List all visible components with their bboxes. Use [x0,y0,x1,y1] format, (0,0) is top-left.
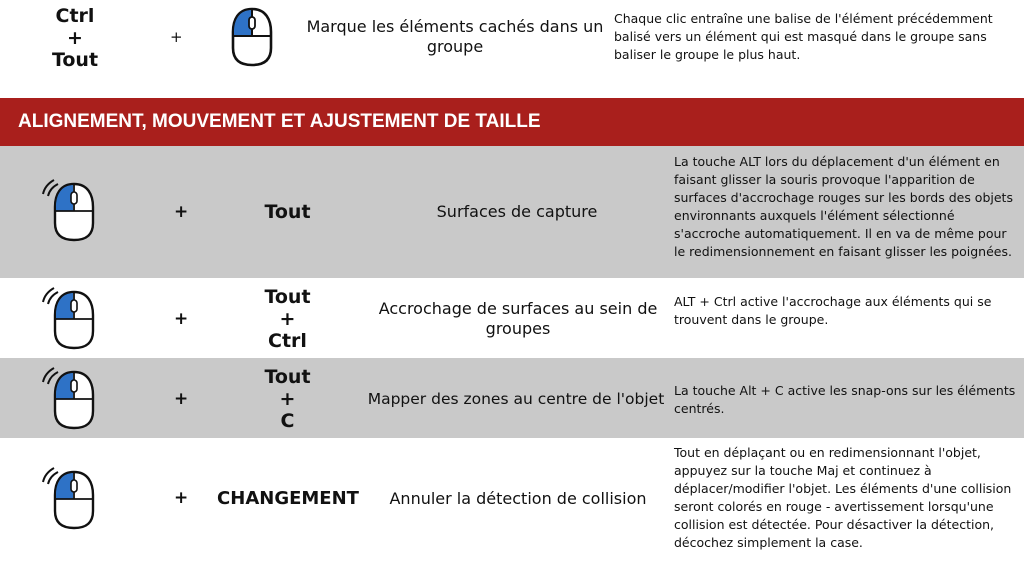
key-plus: + [279,308,296,330]
mouse-left-click-icon [40,464,100,534]
mouse-left-click-icon [230,6,274,68]
plus-sign: + [174,488,189,508]
action-description: Mapper des zones au centre de l'objet [367,390,665,408]
plus-sign: + [174,309,189,329]
key-label: Tout [264,366,311,388]
shortcut-row-capture-surfaces [0,146,1024,278]
key-plus: + [279,388,296,410]
action-description: Accrochage de surfaces au sein de groupes [378,299,658,338]
action-note: La touche ALT lors du déplacement d'un élément en faisant glisser la souris provoque l'apparition de surfaces d'accrochage rouges sur les bords des objets environnants auxquels l'élément sélectionné s'accroche automatiquement. Il en va de même pour le redimensionnement en faisant glisser les poignées. [674,154,1013,259]
shortcut-row-collision-detection [0,438,1024,576]
key-combination [220,186,355,238]
key-plus: + [67,27,83,49]
key-label: Tout [264,201,311,223]
mouse-left-click-icon [40,364,100,434]
section-header: ALIGNEMENT, MOUVEMENT ET AJUSTEMENT DE TAILLE [0,98,1024,146]
action-description: Marque les éléments cachés dans un groupe [306,17,604,56]
key-label: C [280,410,295,432]
key-label: Ctrl [55,5,95,27]
key-label: CHANGEMENT [217,488,359,509]
shortcut-row-group-snapping [0,278,1024,358]
key-label: Tout [51,49,99,71]
plus-sign: + [170,28,183,46]
key-combination [220,366,355,432]
action-note: La touche Alt + C active les snap-ons sur les éléments centrés. [674,383,1016,416]
action-note: ALT + Ctrl active l'accrochage aux éléments qui se trouvent dans le groupe. [674,294,992,327]
action-description: Surfaces de capture [436,202,598,221]
key-combination [210,482,366,516]
key-label: Ctrl [268,330,307,352]
key-combination [30,2,120,74]
action-note: Tout en déplaçant ou en redimensionnant l'objet, appuyez sur la touche Maj et continuez à déplacer/modifier l'objet. Les éléments d'une collision seront colorés en rouge - avertissement lorsqu'une collision est détectée. Pour désactiver la détection, décochez simplement la case. [674,445,1012,550]
key-label: Tout [264,286,311,308]
plus-sign: + [174,202,189,222]
plus-sign: + [174,389,189,409]
mouse-left-click-icon [40,176,100,246]
action-note: Chaque clic entraîne une balise de l'élément précédemment balisé vers un élément qui est masqué dans le groupe sans baliser le groupe le plus haut. [614,11,993,62]
shortcut-row-center-snapping [0,358,1024,438]
shortcut-row-hidden-elements [0,0,1024,98]
mouse-left-click-icon [40,284,100,354]
key-combination [220,286,355,352]
action-description: Annuler la détection de collision [389,489,647,508]
